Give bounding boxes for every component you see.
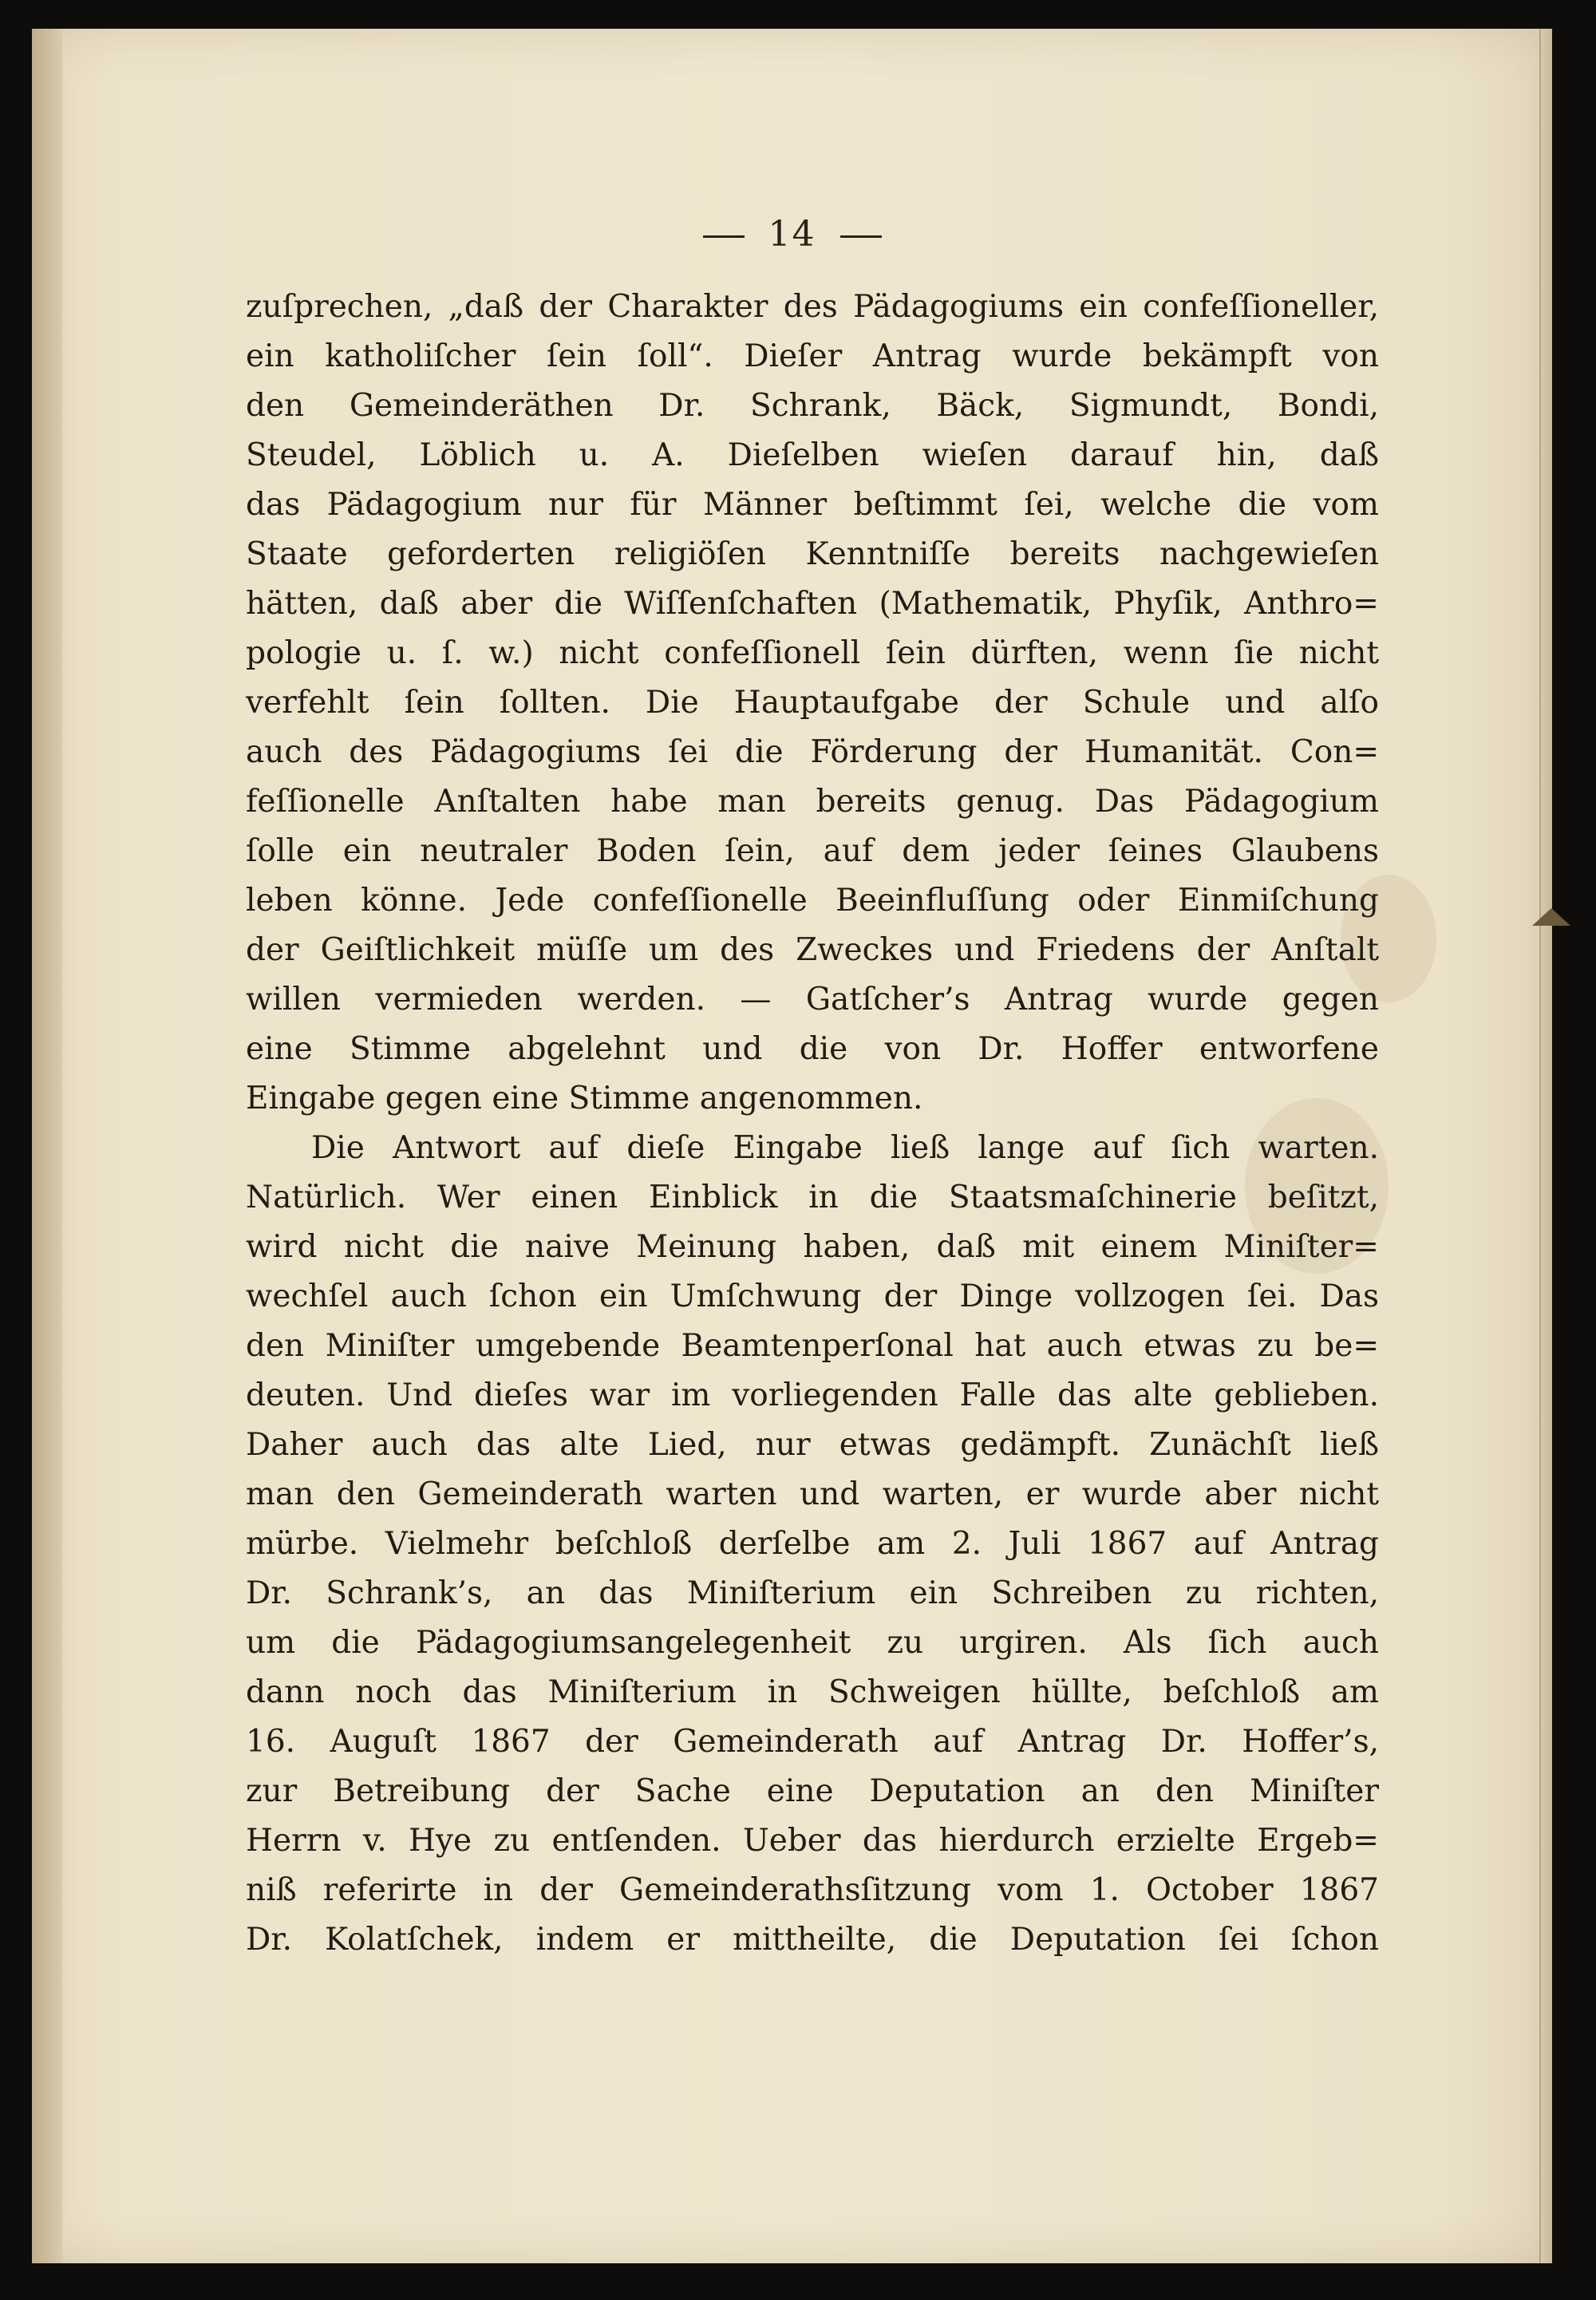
- header-dash-left: [703, 235, 745, 238]
- text-line: verfehlt ſein ſollten. Die Hauptaufgabe der Schule und alſo: [246, 685, 1379, 721]
- text-line: Dr. Schrank’s, an das Miniſterium ein Schreiben zu richten,: [246, 1575, 1379, 1611]
- header-dash-right: [840, 235, 882, 238]
- page-header: [32, 214, 1552, 255]
- page-tab-marker: [1532, 908, 1570, 926]
- text-line: um die Pädagogiumsangelegenheit zu urgiren. Als ſich auch: [246, 1625, 1379, 1661]
- text-line: den Gemeinderäthen Dr. Schrank, Bäck, Sigmundt, Bondi,: [246, 388, 1379, 424]
- paragraph-start-line: Die Antwort auf dieſe Eingabe ließ lange auf ſich warten.: [311, 1130, 1379, 1166]
- paragraph-end-line: Eingabe gegen eine Stimme angenommen.: [246, 1081, 923, 1116]
- text-line: eine Stimme abgelehnt und die von Dr. Hoffer entworfene: [246, 1031, 1379, 1067]
- text-line: man den Gemeinderath warten und warten, er wurde aber nicht: [246, 1476, 1379, 1512]
- text-line: wechſel auch ſchon ein Umſchwung der Dinge vollzogen ſei. Das: [246, 1278, 1379, 1314]
- text-line: den Miniſter umgebende Beamtenperſonal hat auch etwas zu be=: [246, 1328, 1379, 1364]
- text-line: deuten. Und dieſes war im vorliegenden Falle das alte geblieben.: [246, 1377, 1379, 1413]
- text-line: auch des Pädagogiums ſei die Förderung der Humanität. Con=: [246, 734, 1379, 770]
- text-line: feſſionelle Anſtalten habe man bereits genug. Das Pädagogium: [246, 784, 1379, 820]
- text-line: pologie u. ſ. w.) nicht confeſſionell ſein dürften, wenn ſie nicht: [246, 635, 1379, 671]
- text-line: der Geiſtlichkeit müſſe um des Zweckes und Friedens der Anſtalt: [246, 932, 1379, 968]
- text-line: dann noch das Miniſterium in Schweigen hüllte, beſchloß am: [246, 1674, 1379, 1710]
- text-line: leben könne. Jede confeſſionelle Beeinfluſſung oder Einmiſchung: [246, 883, 1379, 919]
- text-line: willen vermieden werden. — Gatſcher’s Antrag wurde gegen: [246, 982, 1379, 1018]
- text-line: Natürlich. Wer einen Einblick in die Staatsmaſchinerie beſitzt,: [246, 1180, 1379, 1215]
- text-line: niß referirte in der Gemeinderathsſitzung vom 1. October 1867: [246, 1872, 1379, 1908]
- page-number: 14: [768, 214, 816, 255]
- text-line: Staate geforderten religiöſen Kenntniſſe bereits nachgewieſen: [246, 536, 1379, 572]
- text-line: hätten, daß aber die Wiſſenſchaften (Mathematik, Phyſik, Anthro=: [246, 586, 1379, 622]
- text-line: 16. Auguſt 1867 der Gemeinderath auf Antrag Dr. Hoffer’s,: [246, 1724, 1379, 1760]
- text-line: Herrn v. Hye zu entſenden. Ueber das hierdurch erzielte Ergeb=: [246, 1823, 1379, 1859]
- text-line: mürbe. Vielmehr beſchloß derſelbe am 2. Juli 1867 auf Antrag: [246, 1526, 1379, 1562]
- text-line: ſolle ein neutraler Boden ſein, auf dem jeder ſeines Glaubens: [246, 833, 1379, 869]
- book-page: [32, 29, 1552, 2263]
- text-line: wird nicht die naive Meinung haben, daß mit einem Miniſter=: [246, 1229, 1379, 1265]
- text-line: zuſprechen, „daß der Charakter des Pädagogiums ein confeſſioneller,: [246, 289, 1379, 325]
- page-gutter: [32, 29, 62, 2263]
- body-text: [246, 283, 1379, 1965]
- text-line: ein katholiſcher ſein ſoll“. Dieſer Antrag wurde bekämpft von: [246, 338, 1379, 374]
- text-line: Daher auch das alte Lied, nur etwas gedämpft. Zunächſt ließ: [246, 1427, 1379, 1463]
- text-line: das Pädagogium nur für Männer beſtimmt ſei, welche die vom: [246, 487, 1379, 523]
- next-page-edge: [1539, 29, 1552, 2263]
- text-line: Steudel, Löblich u. A. Dieſelben wieſen darauf hin, daß: [246, 437, 1379, 473]
- text-line: zur Betreibung der Sache eine Deputation an den Miniſter: [246, 1773, 1379, 1809]
- text-line: Dr. Kolatſchek, indem er mittheilte, die Deputation ſei ſchon: [246, 1922, 1379, 1958]
